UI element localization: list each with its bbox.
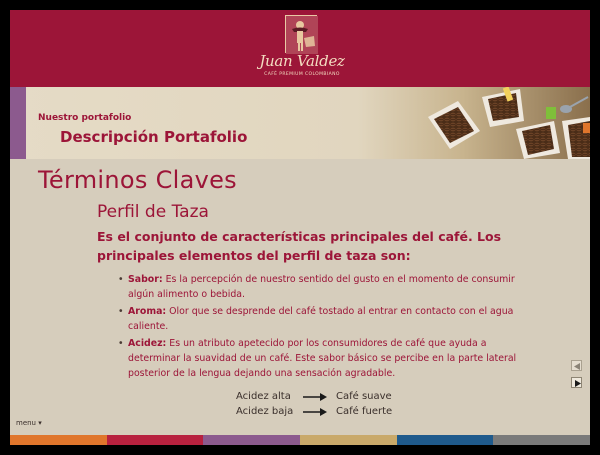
banner-accent-bar: [10, 87, 26, 159]
footer-stripe: [493, 435, 590, 445]
brand-tagline: CAFÉ PREMIUM COLOMBIANO: [264, 72, 340, 77]
lead-paragraph: Es el conjunto de características principales del café. Los principales elementos del perfil de taza son:: [97, 229, 502, 263]
list-item: [118, 272, 528, 302]
right-arrow-icon: [303, 408, 327, 416]
banner-kicker: Nuestro portafolio: [38, 113, 132, 123]
bullet-text: Olor que se desprende del café tostado al entrar en contacto con el agua caliente.: [128, 306, 514, 332]
acidity-level: Acidez alta: [236, 391, 291, 402]
acidity-relations: [236, 391, 436, 421]
brand-name: Juan Valdez: [259, 52, 345, 70]
section-subtitle: Perfil de Taza: [97, 202, 209, 222]
brand-logo: [257, 14, 347, 84]
bullet-term: Aroma:: [128, 306, 167, 317]
acidity-pair: [236, 391, 436, 406]
next-page-button[interactable]: [571, 377, 582, 388]
footer-stripe: [10, 435, 107, 445]
banner-title: Descripción Portafolio: [60, 128, 248, 146]
right-arrow-icon: [303, 393, 327, 401]
footer-stripe: [397, 435, 494, 445]
header: [10, 10, 590, 87]
coffee-beans-image: [420, 87, 590, 159]
footer-stripe: [107, 435, 204, 445]
triangle-left-icon: [574, 363, 581, 370]
section-banner: [10, 87, 590, 159]
footer-stripe: [300, 435, 397, 445]
acidity-level: Acidez baja: [236, 406, 294, 417]
bullet-text: Es un atributo apetecido por los consumidores de café que ayuda a determinar la suavidad de un café. Este sabor básico se percibe en la parte lateral posterior de la lengua dejando una sensación agradable.: [128, 338, 517, 379]
coffee-result: Café fuerte: [336, 406, 393, 417]
triangle-right-icon: [574, 380, 581, 387]
acidity-pair: [236, 406, 436, 421]
footer-color-bar: [10, 435, 590, 445]
footer-stripe: [203, 435, 300, 445]
previous-page-button[interactable]: [571, 360, 582, 371]
coffee-result: Café suave: [336, 391, 392, 402]
farmer-mule-icon: [285, 15, 317, 53]
list-item: [118, 304, 528, 334]
bullet-term: Acidez:: [128, 338, 167, 349]
bullet-text: Es la percepción de nuestro sentido del gusto en el momento de consumir algún alimento o bebida.: [128, 274, 515, 300]
app-frame: [10, 10, 590, 445]
menu-button[interactable]: menu ▾: [16, 419, 42, 427]
page-title: Términos Claves: [38, 166, 237, 194]
profile-elements-list: [118, 272, 528, 383]
bullet-term: Sabor:: [128, 274, 163, 285]
list-item: [118, 336, 528, 381]
